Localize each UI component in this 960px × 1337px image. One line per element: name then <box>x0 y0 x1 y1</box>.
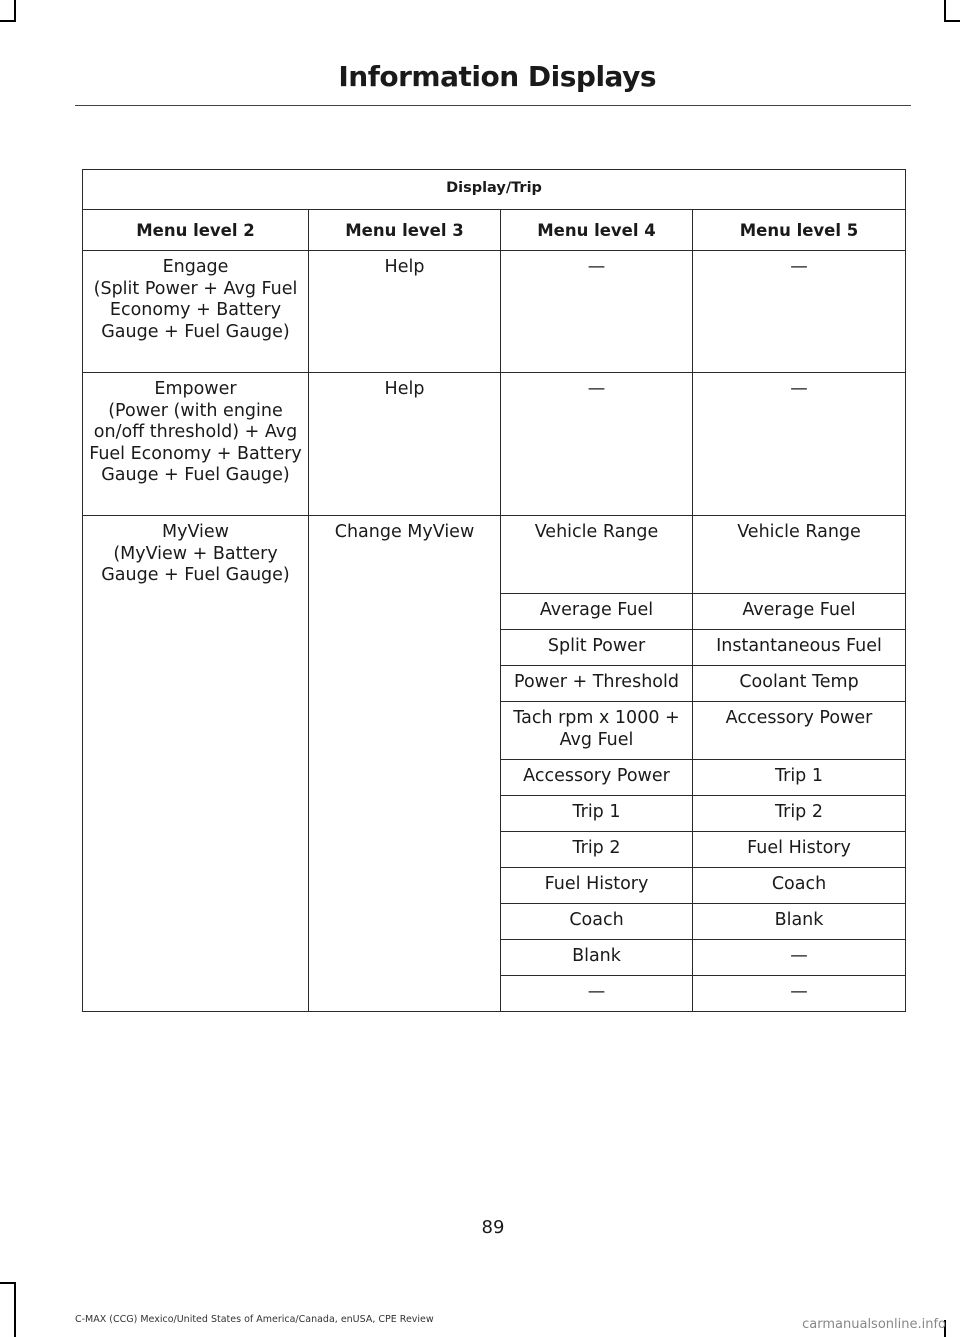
menu-level-4-cell: Fuel History <box>501 868 693 904</box>
watermark: carmanualsonline.info <box>802 1317 946 1332</box>
table-row <box>83 516 906 594</box>
menu-level-5-cell: Coolant Temp <box>693 666 906 702</box>
menu-level-3-cell: Change MyView <box>309 516 501 1012</box>
menu-level-4-cell: Tach rpm x 1000 + Avg Fuel <box>501 702 693 760</box>
table-row <box>83 373 906 516</box>
header-divider <box>75 105 911 106</box>
menu-level-2-cell <box>83 516 309 1012</box>
menu-table <box>82 169 906 1012</box>
menu-level-4-cell: Blank <box>501 940 693 976</box>
page-title: Information Displays <box>338 60 656 93</box>
menu-level-5-cell: Fuel History <box>693 832 906 868</box>
menu-level-4-cell: Power + Threshold <box>501 666 693 702</box>
menu-level-4-cell: Average Fuel <box>501 594 693 630</box>
crop-mark <box>944 0 946 22</box>
column-header: Menu level 4 <box>501 209 693 251</box>
menu-level-2-name: Empower <box>154 379 237 399</box>
table-body <box>83 251 906 1012</box>
crop-mark <box>14 1282 16 1337</box>
menu-level-4-cell: — <box>501 251 693 373</box>
menu-level-4-cell: — <box>501 976 693 1012</box>
menu-level-2-cell <box>83 251 309 373</box>
column-header: Menu level 2 <box>83 209 309 251</box>
menu-level-4-cell: — <box>501 373 693 516</box>
menu-level-5-cell: Average Fuel <box>693 594 906 630</box>
column-header: Menu level 3 <box>309 209 501 251</box>
menu-level-4-cell: Trip 1 <box>501 796 693 832</box>
menu-level-5-cell: Vehicle Range <box>693 516 906 594</box>
menu-level-2-description: (Split Power + Avg Fuel Economy + Battery Gauge + Fuel Gauge) <box>93 278 298 342</box>
menu-level-5-cell: Accessory Power <box>693 702 906 760</box>
table-caption: Display/Trip <box>83 170 906 210</box>
crop-mark <box>0 20 16 22</box>
menu-level-4-cell: Coach <box>501 904 693 940</box>
crop-mark <box>0 1282 16 1284</box>
menu-level-2-cell <box>83 373 309 516</box>
menu-level-4-cell: Split Power <box>501 630 693 666</box>
page-number: 89 <box>481 1217 505 1238</box>
menu-level-5-cell: Coach <box>693 868 906 904</box>
column-header: Menu level 5 <box>693 209 906 251</box>
menu-level-5-cell: — <box>693 251 906 373</box>
menu-level-5-cell: — <box>693 976 906 1012</box>
menu-level-2-description: (Power (with engine on/off threshold) + Avg Fuel Economy + Battery Gauge + Fuel Gauge) <box>89 400 302 485</box>
table-row <box>83 251 906 373</box>
menu-level-3-cell: Help <box>309 373 501 516</box>
menu-level-2-name: MyView <box>162 522 229 542</box>
menu-level-5-cell: Trip 1 <box>693 760 906 796</box>
menu-level-5-cell: Instantaneous Fuel <box>693 630 906 666</box>
menu-level-4-cell: Trip 2 <box>501 832 693 868</box>
menu-level-5-cell: — <box>693 940 906 976</box>
menu-level-3-cell: Help <box>309 251 501 373</box>
footer-text: C-MAX (CCG) Mexico/United States of America/Canada, enUSA, CPE Review <box>75 1314 434 1325</box>
menu-level-4-cell: Vehicle Range <box>501 516 693 594</box>
menu-level-5-cell: Trip 2 <box>693 796 906 832</box>
menu-level-2-description: (MyView + Battery Gauge + Fuel Gauge) <box>101 543 290 585</box>
menu-level-5-cell: Blank <box>693 904 906 940</box>
crop-mark <box>944 20 960 22</box>
menu-level-4-cell: Accessory Power <box>501 760 693 796</box>
menu-level-5-cell: — <box>693 373 906 516</box>
menu-level-2-name: Engage <box>162 257 229 277</box>
crop-mark <box>14 0 16 22</box>
